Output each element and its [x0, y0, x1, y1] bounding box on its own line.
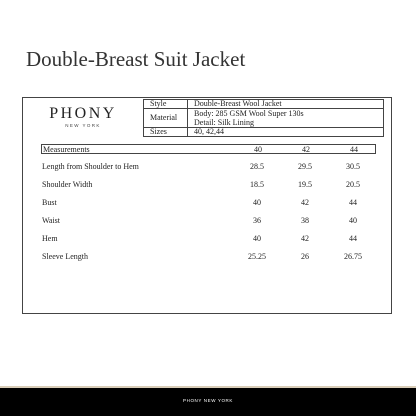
measurement-value: 40 [253, 234, 261, 243]
spec-label-style: Style [144, 100, 188, 109]
size-chart-card [22, 97, 392, 314]
footer-stripe [0, 386, 416, 388]
measurement-row-shoulder-width [41, 179, 376, 191]
spec-row-sizes [144, 128, 384, 137]
measurement-value: 26 [301, 252, 309, 261]
measurement-value: 20.5 [346, 180, 360, 189]
measurement-value: 44 [349, 234, 357, 243]
measurement-value: 42 [301, 234, 309, 243]
measurement-label: Waist [42, 216, 61, 225]
size-header-1: 40 [254, 145, 262, 154]
measurement-value: 26.75 [344, 252, 362, 261]
page-title: Double-Breast Suit Jacket [26, 47, 246, 71]
size-header-2: 42 [302, 145, 310, 154]
measurement-label: Hem [42, 234, 58, 243]
measurement-label: Sleeve Length [42, 252, 88, 261]
measurement-value: 18.5 [250, 180, 264, 189]
size-header-3: 44 [350, 145, 358, 154]
brand-name: PHONY [49, 105, 117, 122]
brand-city: NEW YORK [65, 123, 101, 128]
measurement-row-hem [41, 233, 376, 245]
spec-label-sizes: Sizes [144, 128, 188, 137]
spec-row-style [144, 100, 384, 109]
measurement-label: Shoulder Width [42, 180, 93, 189]
spec-value-sizes: 40, 42,44 [188, 128, 384, 137]
measurement-value: 44 [349, 198, 357, 207]
measurements-header [41, 144, 376, 154]
spec-row-material [144, 109, 384, 128]
measurement-value: 36 [253, 216, 261, 225]
footer-bar [0, 386, 416, 416]
material-line-detail: Detail: Silk Lining [194, 118, 254, 127]
measurement-value: 40 [253, 198, 261, 207]
footer-brand-text: PHONY NEW YORK [183, 398, 233, 403]
spec-value-material [188, 109, 384, 128]
measurement-value: 40 [349, 216, 357, 225]
measurement-value: 30.5 [346, 162, 360, 171]
measurement-value: 19.5 [298, 180, 312, 189]
measurement-row-length [41, 161, 376, 173]
spec-value-style: Double-Breast Wool Jacket [188, 100, 384, 109]
spec-table [143, 99, 384, 137]
measurement-row-sleeve-length [41, 251, 376, 263]
measurement-label: Bust [42, 198, 57, 207]
measurement-value: 28.5 [250, 162, 264, 171]
measurements-header-label: Measurements [43, 145, 90, 154]
measurement-row-bust [41, 197, 376, 209]
spec-label-material: Material [144, 109, 188, 128]
measurement-value: 38 [301, 216, 309, 225]
measurement-value: 29.5 [298, 162, 312, 171]
measurement-label: Length from Shoulder to Hem [42, 162, 139, 171]
brand-logo [23, 98, 143, 136]
material-line-body: Body: 285 GSM Wool Super 130s [194, 109, 304, 118]
measurement-value: 42 [301, 198, 309, 207]
measurement-row-waist [41, 215, 376, 227]
measurement-value: 25.25 [248, 252, 266, 261]
